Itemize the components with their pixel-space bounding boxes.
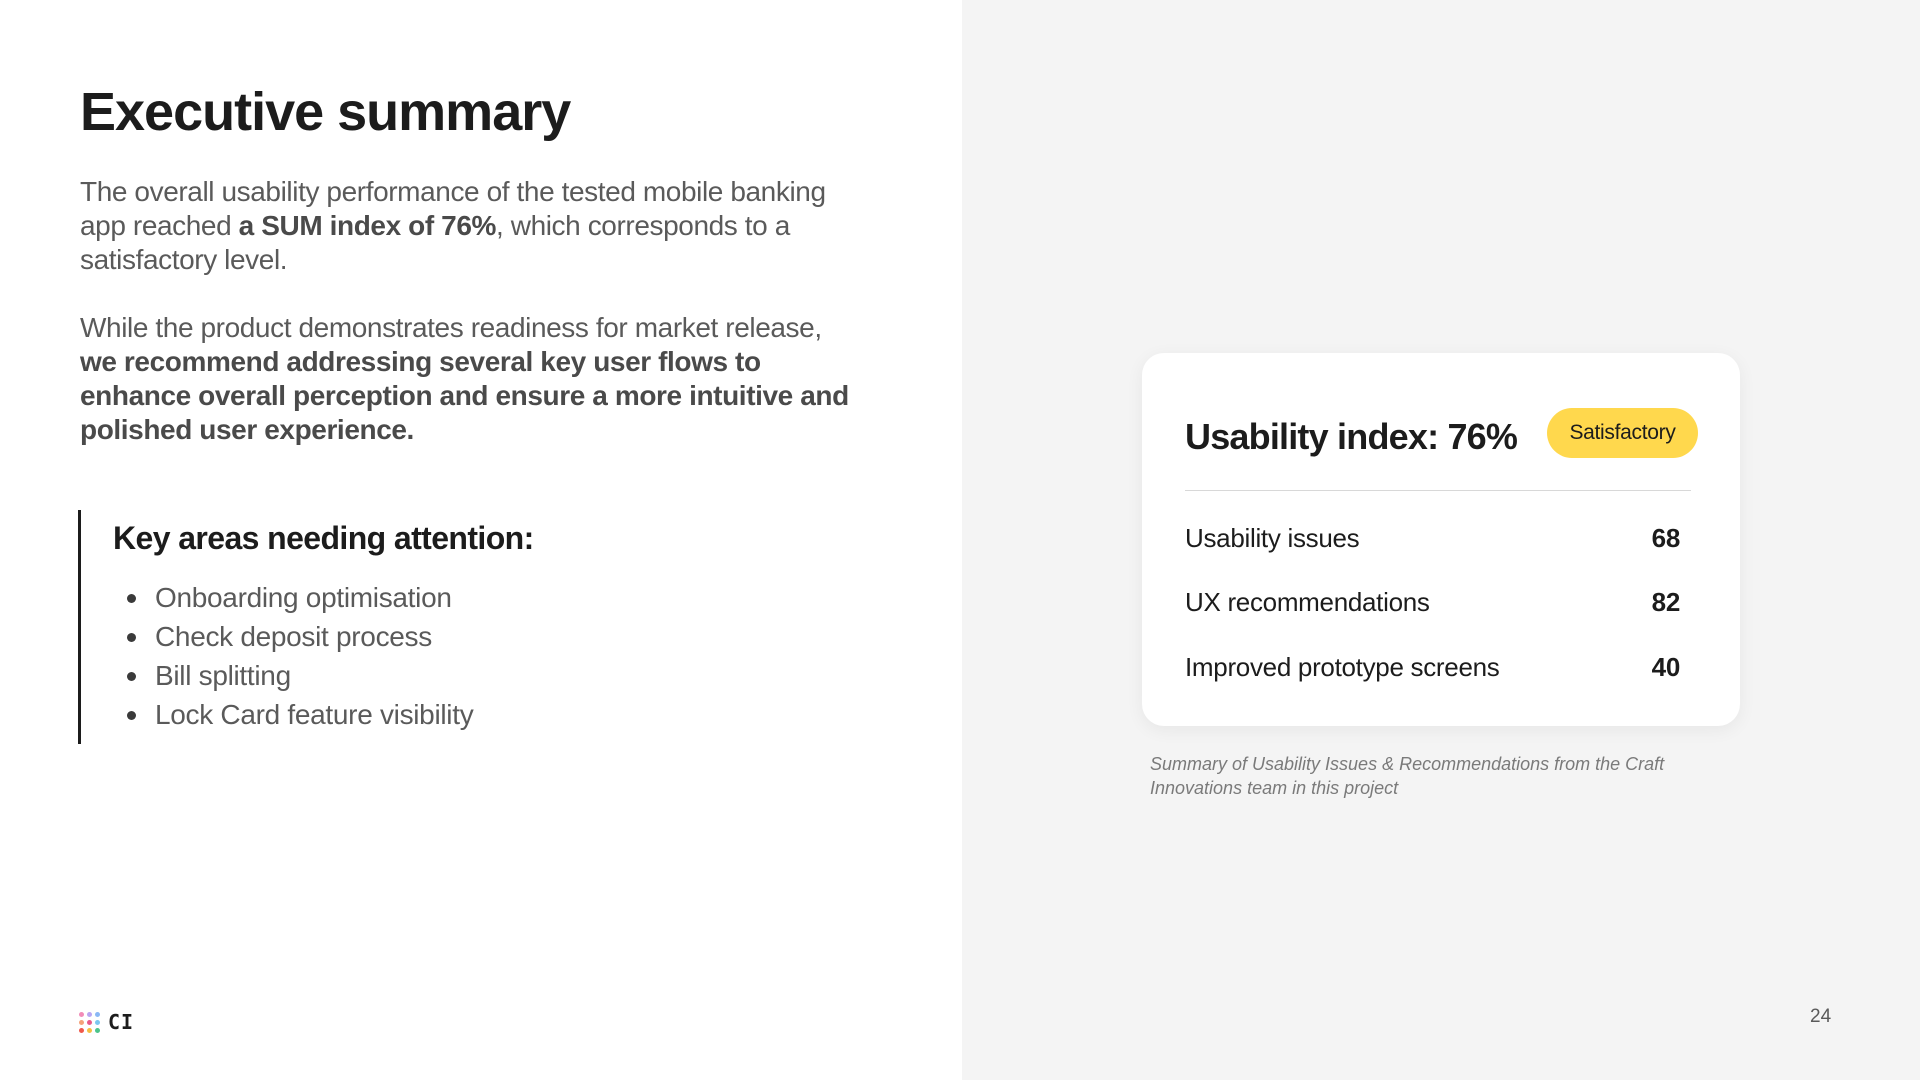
page-title: Executive summary bbox=[80, 82, 571, 142]
intro-text bbox=[80, 175, 860, 447]
card-title: Usability index: 76% bbox=[1185, 416, 1518, 457]
intro-p1-bold: a SUM index of 76% bbox=[238, 210, 496, 241]
logo-dots-icon bbox=[79, 1012, 100, 1033]
status-badge: Satisfactory bbox=[1547, 408, 1698, 458]
metric-row-improved-prototype-screens bbox=[1185, 649, 1680, 685]
logo-dot bbox=[87, 1028, 92, 1033]
intro-paragraph-2 bbox=[80, 311, 860, 447]
key-areas-block bbox=[78, 510, 781, 744]
metric-label: Improved prototype screens bbox=[1185, 652, 1500, 682]
metric-label: UX recommendations bbox=[1185, 587, 1430, 617]
intro-p1-text-end: , which corresponds to a satisfactory level. bbox=[80, 210, 790, 275]
intro-paragraph-1 bbox=[80, 175, 860, 277]
logo-dot bbox=[79, 1012, 84, 1017]
logo-dot bbox=[79, 1028, 84, 1033]
logo-dot bbox=[95, 1028, 100, 1033]
company-logo bbox=[79, 1010, 134, 1034]
metric-row-usability-issues bbox=[1185, 520, 1680, 556]
list-item: Lock Card feature visibility bbox=[113, 695, 473, 734]
logo-dot bbox=[87, 1012, 92, 1017]
metric-value: 68 bbox=[1651, 523, 1680, 553]
list-item: Check deposit process bbox=[113, 617, 473, 656]
logo-text: CI bbox=[108, 1010, 135, 1034]
logo-dot bbox=[79, 1020, 84, 1025]
metric-value: 40 bbox=[1651, 652, 1680, 682]
metric-value: 82 bbox=[1651, 587, 1680, 617]
page-number: 24 bbox=[1810, 1006, 1832, 1027]
metric-label: Usability issues bbox=[1185, 523, 1360, 553]
key-areas-list bbox=[113, 578, 473, 734]
key-areas-title: Key areas needing attention: bbox=[113, 520, 534, 556]
metric-row-ux-recommendations bbox=[1185, 584, 1680, 620]
intro-p2-text: While the product demonstrates readiness for market release, bbox=[80, 312, 822, 343]
logo-dot bbox=[95, 1020, 100, 1025]
card-caption: Summary of Usability Issues & Recommendations from the Craft Innovations team in this project bbox=[1150, 754, 1665, 798]
list-item: Bill splitting bbox=[113, 656, 473, 695]
logo-dot bbox=[87, 1020, 92, 1025]
logo-dot bbox=[95, 1012, 100, 1017]
usability-index-card bbox=[1142, 353, 1740, 726]
intro-p2-bold: we recommend addressing several key user flows to enhance overall perception and ensure a more intuitive and polished user experience. bbox=[80, 346, 849, 445]
card-divider bbox=[1185, 490, 1691, 491]
list-item: Onboarding optimisation bbox=[113, 578, 473, 617]
intro-p1-text: The overall usability performance of the tested mobile banking app reached bbox=[80, 176, 826, 241]
